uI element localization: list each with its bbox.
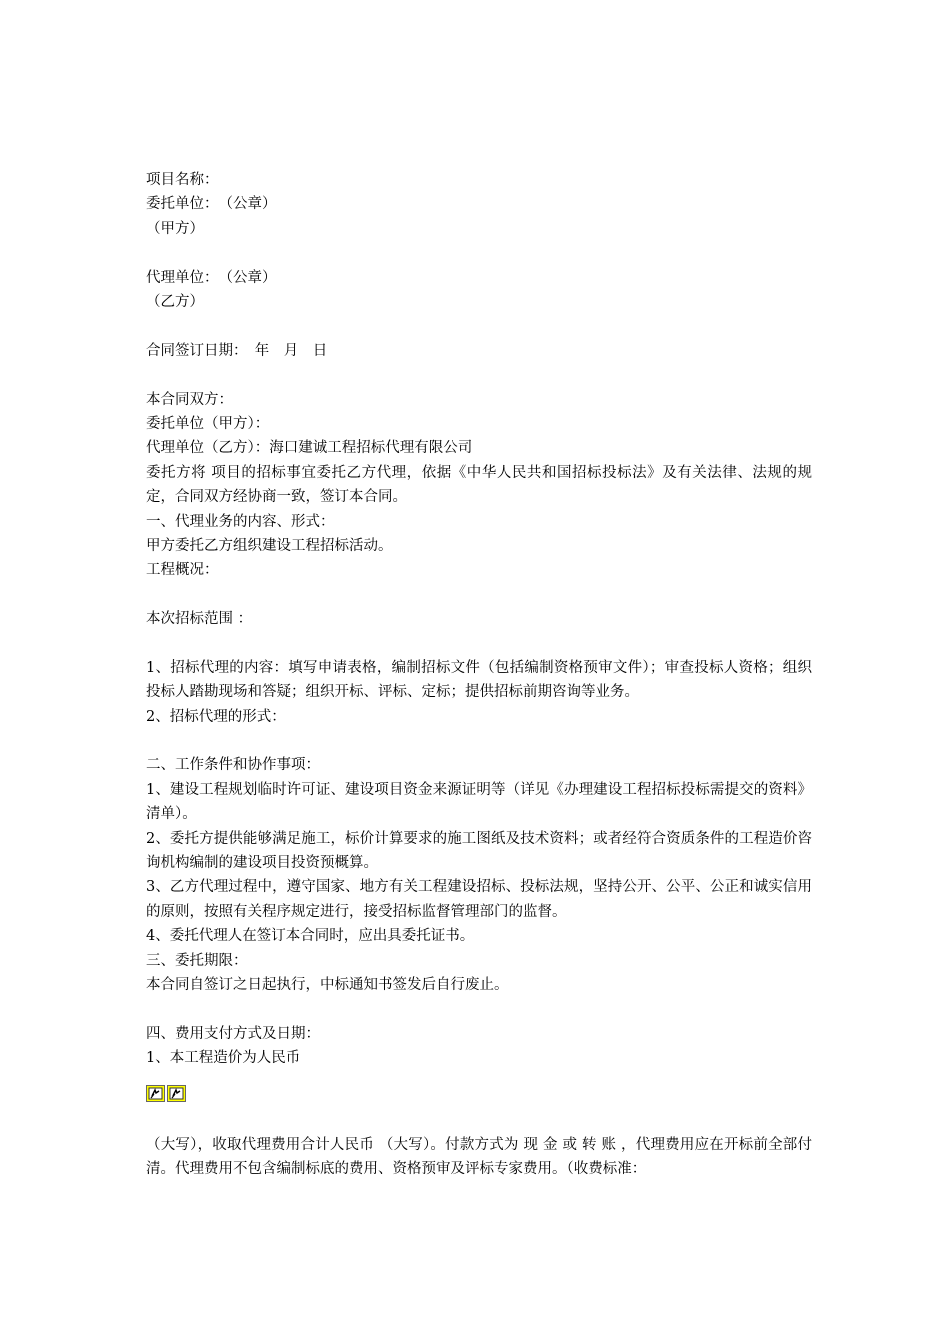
item1-1-paragraph: 1、招标代理的内容：填写申请表格，编制招标文件（包括编制资格预审文件）；审查投标人资格；组织投标人踏勘现场和答疑；组织开标、评标、定标；提供招标前期咨询等业务。 (146, 659, 812, 701)
intro-paragraph: 委托方将 项目的招标事宜委托乙方代理，依据《中华人民共和国招标投标法》及有关法律、法规的规定，合同双方经协商一致，签订本合同。 (146, 464, 812, 506)
section4-title: 四、费用支付方式及日期： (146, 1025, 320, 1042)
embedded-image-placeholders (146, 1083, 812, 1121)
client-seal-line: 委托单位： （公章） (146, 196, 277, 213)
sign-date-line: 合同签订日期： 年 月 日 (146, 342, 328, 359)
section1-text: 甲方委托乙方组织建设工程招标活动。 (146, 537, 393, 554)
party-a-label: （甲方） (146, 220, 204, 237)
item2-4-line: 4、委托代理人在签订本合同时，应出具委托证书。 (146, 928, 475, 945)
parties-title: 本合同双方： (146, 391, 233, 408)
section3-title: 三、委托期限： (146, 952, 248, 969)
agent-seal-line: 代理单位： （公章） (146, 269, 277, 286)
contract-document (146, 168, 812, 1181)
item4-continuation-paragraph: （大写），收取代理费用合计人民币 （大写）。付款方式为 现 金 或 转 账 ，代理费用应在开标前全部付清。代理费用不包含编制标底的费用、资格预审及评标专家费用。（收费标准： (146, 1136, 812, 1178)
agent-line: 代理单位（乙方）：海口建诚工程招标代理有限公司 (146, 440, 473, 457)
item4-1-line: 1、本工程造价为人民币 (146, 1050, 301, 1067)
item2-1-paragraph: 1、建设工程规划临时许可证、建设项目资金来源证明等（详见《办理建设工程招标投标需提交的资料》清单）。 (146, 781, 812, 823)
item2-3-paragraph: 3、乙方代理过程中，遵守国家、地方有关工程建设招标、投标法规，坚持公开、公平、公正和诚实信用的原则，按照有关程序规定进行，接受招标监督管理部门的监督。 (146, 879, 812, 920)
broken-image-icon (167, 1085, 186, 1102)
overview-label: 工程概况： (146, 562, 219, 579)
section1-title: 一、代理业务的内容、形式： (146, 513, 335, 530)
broken-image-icon (146, 1085, 165, 1102)
project-name-label: 项目名称： (146, 172, 219, 188)
section3-text: 本合同自签订之日起执行，中标通知书签发后自行废止。 (146, 977, 509, 994)
section2-title: 二、工作条件和协作事项： (146, 757, 320, 774)
party-b-label: （乙方） (146, 293, 204, 310)
client-line: 委托单位（甲方）： (146, 415, 270, 432)
item1-2-line: 2、招标代理的形式： (146, 708, 286, 725)
scope-label: 本次招标范围 ： (146, 611, 253, 628)
item2-2-paragraph: 2、委托方提供能够满足施工，标价计算要求的施工图纸及技术资料；或者经符合资质条件的工程造价咨询机构编制的建设项目投资预概算。 (146, 830, 812, 872)
